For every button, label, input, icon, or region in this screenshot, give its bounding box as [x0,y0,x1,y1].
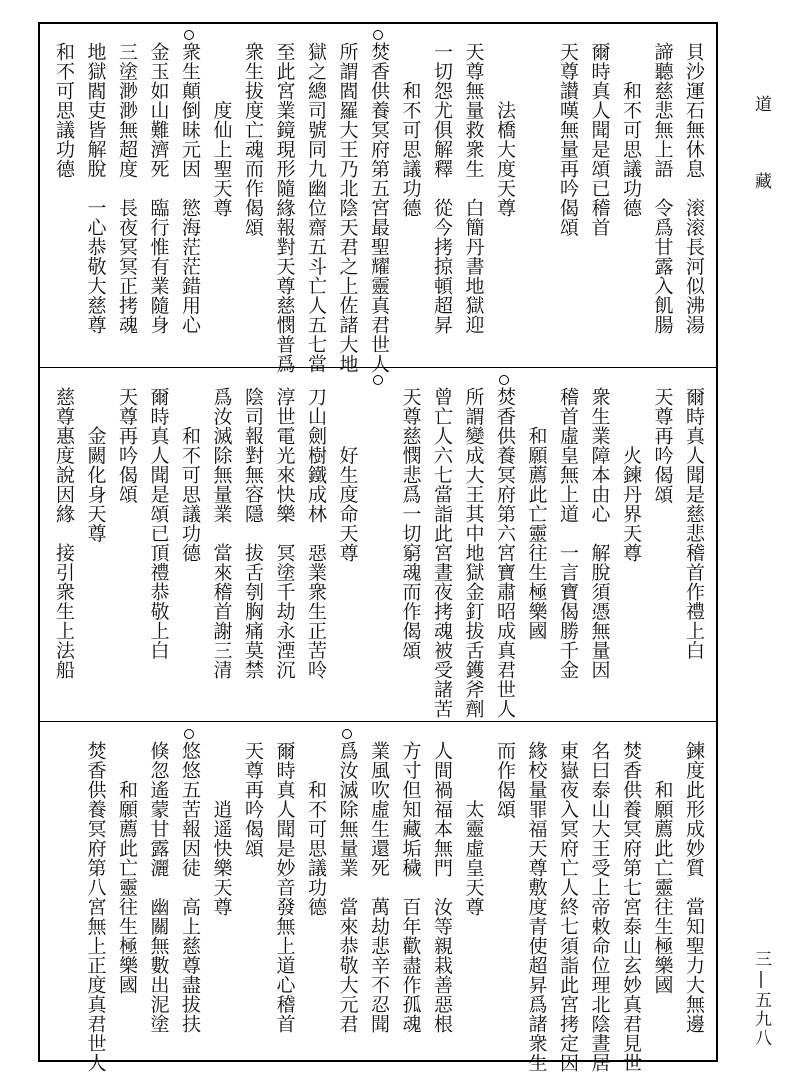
text-column: 爾時真人聞是妙音發無上道心稽首 [273,741,296,1034]
text-column: 天尊讃嘆無量再吟偈頌 [557,42,579,237]
text-column: 和不可思議功德 [620,42,642,218]
text-column: 和願薦此亡靈往生極樂國 [116,741,138,995]
text-column: 所謂變成大王其中地獄金釘拔舌鑊斧劑 [462,387,485,719]
text-column: 陰司報對無容隱 拔舌刳胸痛莫禁 [242,387,264,680]
text-column: 焚香供養冥府第五宮最聖耀靈真君世人 [368,42,390,374]
text-column: 衆生顛倒昧元因 慾海茫茫錯用心 [179,42,201,335]
text-column: 天尊再吟偈頌 [651,387,674,504]
text-column: 金玉如山難濟死 臨行惟有業隨身 [147,42,170,335]
text-column: 淳世電光來快樂 冥塗千劫永湮沉 [273,387,296,680]
text-column: 金闕化身天尊 [84,387,107,543]
text-column: 天尊慈憫悲爲一切窮魂而作偈頌 [399,387,422,660]
text-column: 方寸但知藏垢穢 百年歡盡作孤魂 [399,741,422,1034]
text-column: 衆生拔度亡魂而作偈頌 [242,42,264,237]
text-column: 人間禍福本無門 汝等親栽善惡根 [431,741,453,1034]
text-column: 和不可思議功德 [53,42,75,179]
text-column: 三塗渺渺無超度 長夜冥冥正拷魂 [116,42,138,335]
register-divider [40,367,716,368]
text-column: 而作偈頌 [494,741,516,819]
text-column: 爾時真人聞是慈悲稽首作禮上白 [683,387,705,660]
text-column: 慈尊惠度說因緣 接引衆生上法船 [53,387,75,680]
text-column: 緣校量罪福天尊敷度青使超昇爲諸衆生 [525,741,548,1073]
text-column: 天尊再吟偈頌 [116,387,138,504]
text-column: 好生度命天尊 [336,387,359,563]
text-column: 衆生業障本由心 解脫須憑無量因 [588,387,611,680]
text-column: 焚香供養冥府第七宮泰山玄妙真君見世 [620,741,642,1073]
text-column: 東嶽夜入冥府亡人終七須詣此宮拷定因 [557,741,579,1073]
text-column: 和不可思議功德 [305,741,327,917]
text-column: 鍊度此形成妙質 當知聖力大無邊 [683,741,705,1034]
text-column: 天尊無量救衆生 白簡丹書地獄迎 [462,42,485,335]
text-column: 貝沙運石無休息 滚滚長河似沸湯 [683,42,705,335]
verse-marker-circle [342,729,352,739]
text-column: 焚香供養冥府第六宮寶肅昭成真君世人 [494,387,516,719]
text-column: 諦聽慈悲無上語 令爲甘露入飢腸 [651,42,674,335]
register-middle [40,369,716,721]
text-column: 逍遥快樂天尊 [210,741,233,917]
text-column: 稽首虛皇無上道 一言寶偈勝千金 [557,387,579,680]
text-column: 焚香供養冥府第八宮無上正度真君世人 [84,741,107,1073]
text-column: 爲汝滅除無量業 當來稽首謝三清 [210,387,233,680]
text-column: 和不可思議功德 [179,387,201,563]
register-divider [40,721,716,722]
text-column: 度仙上聖天尊 [210,42,233,218]
register-bottom [40,723,716,1073]
text-column: 曾亡人六七當詣此宮晝夜拷魂被受諸苦 [431,387,453,719]
margin-title-zang: 藏 [751,172,771,191]
text-column: 倏忽遙蒙甘露灑 幽關無數出泥塗 [147,741,170,1034]
verse-marker-circle [373,30,383,40]
verse-marker-circle [184,729,194,739]
text-column: 爾時真人聞是頌已頂禮恭敬上白 [147,387,170,660]
text-column: 業風吹虛生還死 萬劫悲辛不忍聞 [368,741,390,1034]
text-column: 刀山劍樹鐵成林 惡業衆生正苦呤 [305,387,327,680]
text-column: 所謂閻羅大王乃北陰天君之上佐諸大地 [336,42,359,374]
text-column: 悠悠五苦報因徒 高上慈尊盡拔扶 [179,741,201,1034]
text-column: 名曰泰山大王受上帝敕命位理北陰晝居 [588,741,611,1073]
margin-page-number: 三|五九八 [751,950,771,1048]
text-column: 天尊再吟偈頌 [242,741,264,858]
verse-marker-circle [373,375,383,385]
text-column: 爾時真人聞是頌已稽首 [588,42,611,237]
text-column: 和願薦此亡靈往生極樂國 [525,387,548,641]
register-top [40,24,716,374]
text-column: 法橋大度天尊 [494,42,516,218]
text-column: 和願薦此亡靈往生極樂國 [651,741,674,995]
text-column: 火鍊丹界天尊 [620,387,642,563]
text-column: 至此宮業鏡現形隨緣報對天尊慈憫普爲 [273,42,296,374]
text-column: 獄之總司號同九幽位齋五斗亡人五七當 [305,42,327,374]
text-column: 和不可思議功德 [399,42,422,218]
margin-title-dao: 道 [751,95,771,114]
page-frame [38,22,718,1073]
text-column: 太靈虛皇天尊 [462,741,485,917]
verse-marker-circle [184,30,194,40]
verse-marker-circle [499,375,509,385]
text-column: 爲汝滅除無量業 當來恭敬大元君 [336,741,359,1034]
text-column: 一切怨尤俱解釋 從今拷掠頓超昇 [431,42,453,335]
text-column: 地獄閻吏皆解脫 一心恭敬大慈尊 [84,42,107,335]
